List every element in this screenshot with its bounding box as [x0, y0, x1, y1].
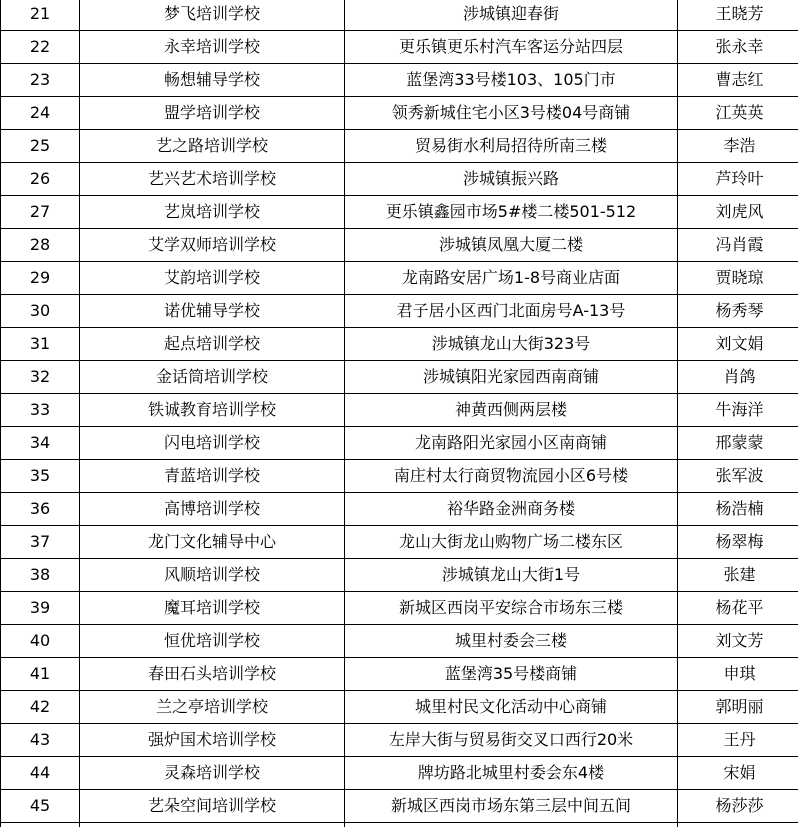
table-row: [1, 361, 798, 394]
table-row: [1, 526, 798, 559]
address-cell: 涉城镇迎春街: [345, 0, 678, 31]
row-number-cell: 24: [1, 97, 80, 130]
contact-person-cell: 肖鸽: [678, 361, 798, 394]
row-number-cell: 43: [1, 724, 80, 757]
address-cell: 涉城镇龙山大街1号: [345, 559, 678, 592]
table-row: [1, 64, 798, 97]
row-number-cell: [1, 823, 80, 827]
school-name-cell: 魔耳培训学校: [80, 592, 345, 625]
school-name-cell: 风顺培训学校: [80, 559, 345, 592]
address-cell: 神黄西侧两层楼: [345, 394, 678, 427]
row-number-cell: 23: [1, 64, 80, 97]
address-cell: 蓝堡湾35号楼商铺: [345, 658, 678, 691]
school-name-cell: 起点培训学校: [80, 328, 345, 361]
contact-person-cell: 牛海洋: [678, 394, 798, 427]
school-name-cell: 春田石头培训学校: [80, 658, 345, 691]
school-name-cell: 强炉国术培训学校: [80, 724, 345, 757]
address-cell: 君子居小区西门北面房号A-13号: [345, 295, 678, 328]
row-number-cell: 22: [1, 31, 80, 64]
table-row: [1, 493, 798, 526]
contact-person-cell: 邢蒙蒙: [678, 427, 798, 460]
school-name-cell: 恒优培训学校: [80, 625, 345, 658]
contact-person-cell: [678, 823, 798, 827]
school-name-cell: 盟学培训学校: [80, 97, 345, 130]
contact-person-cell: 刘文芳: [678, 625, 798, 658]
contact-person-cell: 冯肖霞: [678, 229, 798, 262]
address-cell: 更乐镇更乐村汽车客运分站四层: [345, 31, 678, 64]
contact-person-cell: 贾晓琼: [678, 262, 798, 295]
school-name-cell: 高博培训学校: [80, 493, 345, 526]
table-row: [1, 592, 798, 625]
address-cell: 城里村委会三楼: [345, 625, 678, 658]
row-number-cell: 36: [1, 493, 80, 526]
table-row: [1, 130, 798, 163]
contact-person-cell: 张永幸: [678, 31, 798, 64]
table-body: [1, 0, 798, 827]
address-cell: 牌坊路北城里村委会东4楼: [345, 757, 678, 790]
contact-person-cell: 芦玲叶: [678, 163, 798, 196]
school-name-cell: 金话筒培训学校: [80, 361, 345, 394]
row-number-cell: 42: [1, 691, 80, 724]
contact-person-cell: 杨花平: [678, 592, 798, 625]
contact-person-cell: 江英英: [678, 97, 798, 130]
contact-person-cell: 郭明丽: [678, 691, 798, 724]
table-row: [1, 394, 798, 427]
address-cell: 涉城镇龙山大街323号: [345, 328, 678, 361]
school-name-cell: 青蓝培训学校: [80, 460, 345, 493]
school-name-cell: 艺之路培训学校: [80, 130, 345, 163]
contact-person-cell: 王晓芳: [678, 0, 798, 31]
address-cell: 新城区西岗市场东第三层中间五间: [345, 790, 678, 823]
contact-person-cell: 杨莎莎: [678, 790, 798, 823]
row-number-cell: 30: [1, 295, 80, 328]
contact-person-cell: 刘虎风: [678, 196, 798, 229]
address-cell: 涉城镇阳光家园西南商铺: [345, 361, 678, 394]
row-number-cell: 32: [1, 361, 80, 394]
row-number-cell: 37: [1, 526, 80, 559]
school-name-cell: [80, 823, 345, 827]
address-cell: 蓝堡湾33号楼103、105门市: [345, 64, 678, 97]
row-number-cell: 39: [1, 592, 80, 625]
school-name-cell: 艾学双师培训学校: [80, 229, 345, 262]
row-number-cell: 31: [1, 328, 80, 361]
school-name-cell: 诺优辅导学校: [80, 295, 345, 328]
address-cell: 裕华路金洲商务楼: [345, 493, 678, 526]
address-cell: 新城区西岗平安综合市场东三楼: [345, 592, 678, 625]
school-name-cell: 永幸培训学校: [80, 31, 345, 64]
address-cell: 左岸大街与贸易街交叉口西行20米: [345, 724, 678, 757]
school-name-cell: 灵森培训学校: [80, 757, 345, 790]
address-cell: [345, 823, 678, 827]
table-row: [1, 262, 798, 295]
contact-person-cell: 申琪: [678, 658, 798, 691]
table-row: [1, 229, 798, 262]
contact-person-cell: 张军波: [678, 460, 798, 493]
table-row: [1, 31, 798, 64]
address-cell: 涉城镇振兴路: [345, 163, 678, 196]
row-number-cell: 25: [1, 130, 80, 163]
address-cell: 城里村民文化活动中心商铺: [345, 691, 678, 724]
address-cell: 龙南路安居广场1-8号商业店面: [345, 262, 678, 295]
table-row: [1, 295, 798, 328]
school-name-cell: 艺朵空间培训学校: [80, 790, 345, 823]
address-cell: 领秀新城住宅小区3号楼04号商铺: [345, 97, 678, 130]
address-cell: 南庄村太行商贸物流园小区6号楼: [345, 460, 678, 493]
school-name-cell: 闪电培训学校: [80, 427, 345, 460]
school-name-cell: 兰之亭培训学校: [80, 691, 345, 724]
contact-person-cell: 李浩: [678, 130, 798, 163]
row-number-cell: 21: [1, 0, 80, 31]
table-row: [1, 691, 798, 724]
address-cell: 龙南路阳光家园小区南商铺: [345, 427, 678, 460]
table-row: [1, 625, 798, 658]
school-name-cell: 艺兴艺术培训学校: [80, 163, 345, 196]
school-name-cell: 艺岚培训学校: [80, 196, 345, 229]
table-row: [1, 163, 798, 196]
school-name-cell: 龙门文化辅导中心: [80, 526, 345, 559]
row-number-cell: 28: [1, 229, 80, 262]
row-number-cell: 29: [1, 262, 80, 295]
table-row: [1, 724, 798, 757]
contact-person-cell: 宋娟: [678, 757, 798, 790]
row-number-cell: 44: [1, 757, 80, 790]
row-number-cell: 27: [1, 196, 80, 229]
table-row: [1, 757, 798, 790]
school-name-cell: 艾韵培训学校: [80, 262, 345, 295]
contact-person-cell: 张建: [678, 559, 798, 592]
row-number-cell: 38: [1, 559, 80, 592]
contact-person-cell: 杨浩楠: [678, 493, 798, 526]
address-cell: 贸易街水利局招待所南三楼: [345, 130, 678, 163]
row-number-cell: 33: [1, 394, 80, 427]
address-cell: 更乐镇鑫园市场5#楼二楼501-512: [345, 196, 678, 229]
row-number-cell: 34: [1, 427, 80, 460]
school-name-cell: 铁诚教育培训学校: [80, 394, 345, 427]
table-row: [1, 658, 798, 691]
row-number-cell: 40: [1, 625, 80, 658]
row-number-cell: 45: [1, 790, 80, 823]
school-name-cell: 梦飞培训学校: [80, 0, 345, 31]
table-row: [1, 790, 798, 823]
table-row: [1, 559, 798, 592]
table-row: [1, 196, 798, 229]
contact-person-cell: 杨秀琴: [678, 295, 798, 328]
table-row: [1, 427, 798, 460]
table-row: [1, 460, 798, 493]
row-number-cell: 41: [1, 658, 80, 691]
contact-person-cell: 王丹: [678, 724, 798, 757]
table-row: [1, 328, 798, 361]
table-row: [1, 97, 798, 130]
school-name-cell: 畅想辅导学校: [80, 64, 345, 97]
address-cell: 龙山大街龙山购物广场二楼东区: [345, 526, 678, 559]
address-cell: 涉城镇凤凰大厦二楼: [345, 229, 678, 262]
table-row: [1, 823, 798, 827]
row-number-cell: 35: [1, 460, 80, 493]
contact-person-cell: 曹志红: [678, 64, 798, 97]
contact-person-cell: 杨翠梅: [678, 526, 798, 559]
table-row: [1, 0, 798, 31]
contact-person-cell: 刘文娟: [678, 328, 798, 361]
row-number-cell: 26: [1, 163, 80, 196]
